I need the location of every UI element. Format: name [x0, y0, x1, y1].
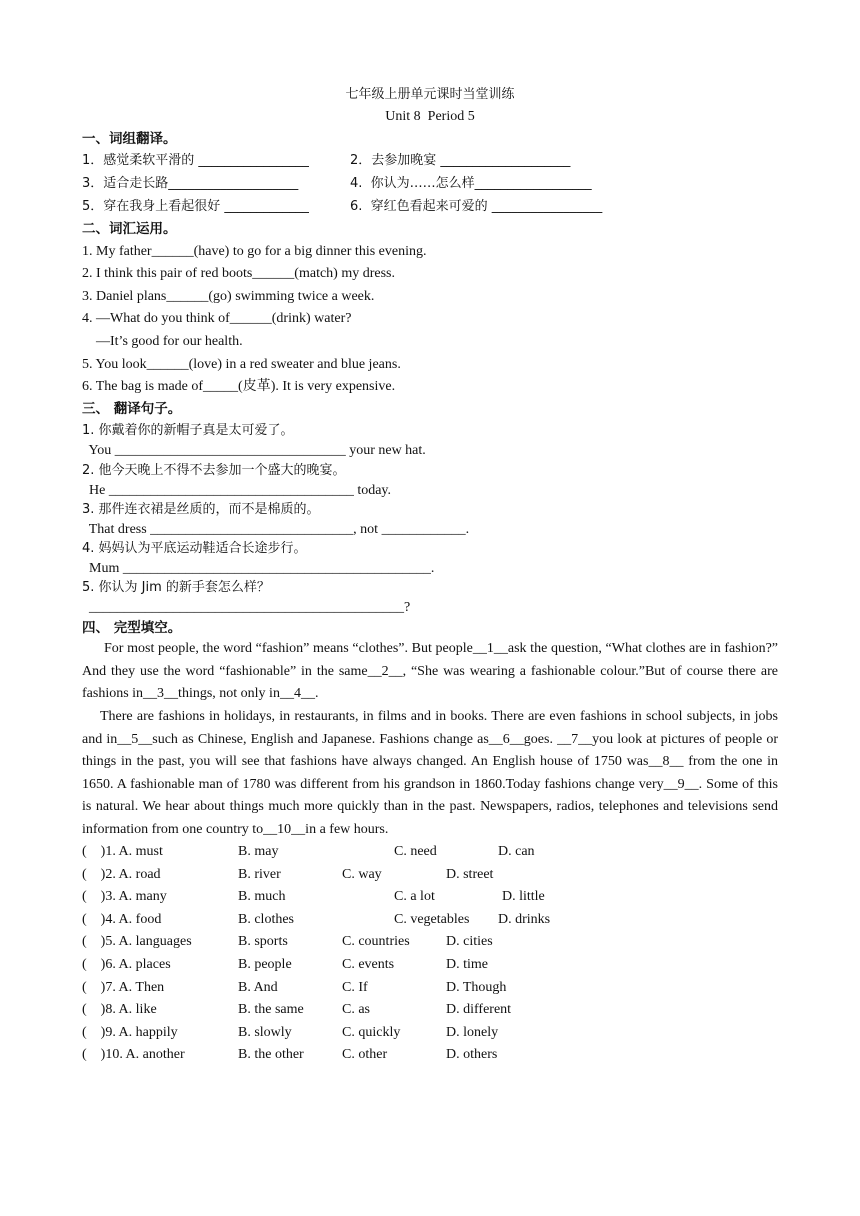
translate-item-1-en: You _________________________________ your new hat. — [82, 443, 426, 458]
option-b: B. slowly — [238, 1024, 292, 1040]
option-d: D. drinks — [498, 911, 551, 927]
option-c: C. other — [342, 1047, 388, 1063]
option-b: B. the same — [238, 1002, 304, 1018]
option-d: D. different — [446, 1002, 512, 1018]
option-d: D. can — [498, 844, 535, 859]
option-d: D. others — [446, 1047, 498, 1063]
vocab-item-4: 4. —What do you think of______(drink) water? — [82, 311, 352, 326]
option-d: D. little — [502, 889, 545, 905]
option-c: C. countries — [342, 934, 410, 950]
question-stem-option-a: ( )5. A. languages — [82, 934, 192, 950]
question-stem-option-a: ( )6. A. places — [82, 957, 171, 972]
question-stem-option-a: ( )2. A. road — [82, 866, 161, 882]
phrase-item-5: 5．穿在我身上看起很好 _____________ — [82, 199, 309, 214]
option-d: D. Though — [446, 979, 507, 995]
phrase-item-3: 3．适合走长路____________________ — [82, 176, 299, 191]
question-stem-option-a: ( )7. A. Then — [82, 979, 165, 995]
question-stem-option-a: ( )8. A. like — [82, 1002, 157, 1018]
page-subtitle: Unit 8 Period 5 — [385, 109, 475, 124]
cloze-paragraph-1: For most people, the word “fashion” means “clothes”. But people__1__ask the question, “What clothes are in fashion?” And they use the word “fashionable” in the same__2__, “She was wearing a fashionable colour.”But of course there are fashions in__3__things, not only in__4__. — [82, 641, 778, 701]
question-stem-option-a: ( )4. A. food — [82, 911, 162, 927]
option-d: D. cities — [446, 934, 493, 950]
translate-item-3-cn: 3. 那件连衣裙是丝质的，而不是棉质的。 — [82, 502, 320, 517]
option-d: D. lonely — [446, 1024, 499, 1040]
section-2-heading: 二、词汇运用。 — [82, 221, 177, 237]
option-c: C. events — [342, 957, 395, 972]
option-b: B. people — [238, 957, 292, 972]
section-1-heading: 一、词组翻译。 — [82, 131, 177, 147]
translate-item-2-en: He ___________________________________ today. — [82, 483, 392, 498]
option-c: C. If — [342, 979, 368, 995]
phrase-item-4: 4. 你认为……怎么样__________________ — [350, 176, 592, 191]
translate-item-5-en: _____________________________________________? — [82, 600, 411, 615]
option-c: C. vegetables — [394, 911, 470, 927]
phrase-item-1: 1．感觉柔软平滑的 _________________ — [82, 153, 309, 168]
option-c: C. way — [342, 866, 382, 882]
option-b: B. sports — [238, 934, 288, 950]
page-title: 七年级上册单元课时当堂训练 — [345, 87, 515, 102]
section-4-heading: 四、 完型填空。 — [82, 620, 182, 636]
option-b: B. may — [238, 844, 279, 859]
option-b: B. river — [238, 866, 281, 882]
translate-item-1-cn: 1. 你戴着你的新帽子真是太可爱了。 — [82, 423, 294, 438]
vocab-item-2: 2. I think this pair of red boots______(match) my dress. — [82, 266, 396, 281]
option-b: B. the other — [238, 1047, 304, 1063]
question-stem-option-a: ( )9. A. happily — [82, 1024, 178, 1040]
translate-item-5-cn: 5. 你认为 Jim 的新手套怎么样？ — [82, 580, 270, 595]
option-c: C. a lot — [394, 889, 435, 905]
section-3-heading: 三、 翻译句子。 — [82, 401, 182, 417]
question-stem-option-a: ( )10. A. another — [82, 1047, 185, 1063]
translate-item-4-en: Mum ____________________________________________. — [82, 561, 435, 576]
option-b: B. much — [238, 889, 286, 905]
translate-item-4-cn: 4. 妈妈认为平底运动鞋适合长途步行。 — [82, 541, 307, 556]
phrase-item-6: 6. 穿红色看起来可爱的 _________________ — [350, 199, 603, 214]
option-d: D. street — [446, 866, 494, 882]
phrase-item-2: 2．去参加晚宴 ____________________ — [350, 153, 571, 168]
vocab-item-4-answer: —It’s good for our health. — [82, 334, 243, 349]
option-c: C. quickly — [342, 1024, 401, 1040]
vocab-item-5: 5. You look______(love) in a red sweater and blue jeans. — [82, 357, 401, 372]
option-d: D. time — [446, 957, 488, 972]
translate-item-3-en: That dress _____________________________, not ____________. — [82, 522, 470, 537]
option-b: B. clothes — [238, 911, 294, 927]
vocab-item-3: 3. Daniel plans______(go) swimming twice a week. — [82, 289, 375, 304]
translate-item-2-cn: 2. 他今天晚上不得不去参加一个盛大的晚宴。 — [82, 463, 346, 478]
question-stem-option-a: ( )3. A. many — [82, 889, 167, 905]
cloze-paragraph-2: There are fashions in holidays, in restaurants, in films and in books. There are even fashions in school subjects, in jobs and in__5__such as Chinese, English and Japanese. Fashions change as__6__goes. __7__you look at pictures of people or things in the past, you will see that fashions have always changed. An English house of 1750 was__8__ from the one in 1650. A fashionable man of 1780 was different from his grandson in 1860.Today fashions change very__9__. Some of this is natural. We hear about things much more quickly than in the past. Newspapers, radios, telephones and televisions send information from one country to__10__in a few hours. — [82, 709, 778, 837]
option-c: C. as — [342, 1002, 370, 1018]
option-c: C. need — [394, 844, 437, 859]
question-stem-option-a: ( )1. A. must — [82, 844, 163, 859]
option-b: B. And — [238, 979, 278, 995]
vocab-item-1: 1. My father______(have) to go for a big dinner this evening. — [82, 244, 427, 259]
vocab-item-6: 6. The bag is made of_____(皮革). It is very expensive. — [82, 379, 396, 394]
